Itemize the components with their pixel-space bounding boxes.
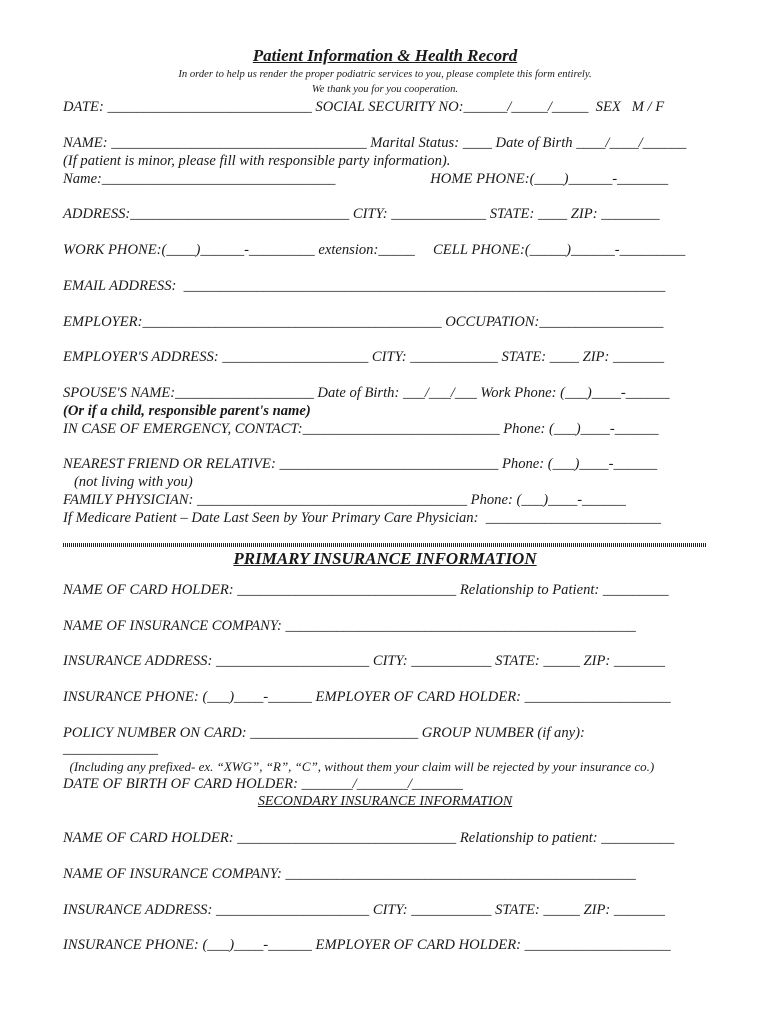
employer-address-field[interactable]: EMPLOYER'S ADDRESS: ____________________ CITY: ____________ STATE: ____ ZIP: _______ [63, 349, 665, 365]
primary-holder-dob-field[interactable]: DATE OF BIRTH OF CARD HOLDER: _______/_______/_______ [63, 776, 463, 792]
secondary-insurance-address-field[interactable]: INSURANCE ADDRESS: _____________________ CITY: ___________ STATE: _____ ZIP: _______ [63, 902, 665, 918]
minor-note: (If patient is minor, please fill with responsible party information). [63, 153, 451, 169]
spouse-field[interactable]: SPOUSE'S NAME:___________________ Date of Birth: ___/___/___ Work Phone: (___)____-______ [63, 385, 670, 401]
work-cell-phone-field[interactable]: WORK PHONE:(____)______-_________ extension:_____ CELL PHONE:(_____)______-_________ [63, 242, 686, 258]
family-physician-field[interactable]: FAMILY PHYSICIAN: _____________________________________ Phone: (___)____-______ [63, 492, 626, 508]
form-title: Patient Information & Health Record [252, 46, 518, 65]
spouse-note: (Or if a child, responsible parent's name) [63, 403, 311, 419]
primary-insurance-phone-field[interactable]: INSURANCE PHONE: (___)____-______ EMPLOYER OF CARD HOLDER: ____________________ [63, 689, 671, 705]
primary-insurance-company-field[interactable]: NAME OF INSURANCE COMPANY: ________________________________________________ [63, 618, 636, 634]
secondary-card-holder-field[interactable]: NAME OF CARD HOLDER: ______________________________ Relationship to patient: __________ [63, 830, 675, 846]
relative-note: (not living with you) [63, 474, 193, 490]
secondary-insurance-heading: SECONDARY INSURANCE INFORMATION [257, 794, 513, 809]
nearest-relative-field[interactable]: NEAREST FRIEND OR RELATIVE: ______________________________ Phone: (___)____-______ [63, 456, 658, 472]
section-divider [63, 543, 706, 547]
primary-insurance-address-field[interactable]: INSURANCE ADDRESS: _____________________ CITY: ___________ STATE: _____ ZIP: _______ [63, 653, 665, 669]
responsible-name-home-phone-field[interactable]: Name:________________________________ HOME PHONE:(____)______-_______ [63, 171, 669, 187]
secondary-insurance-company-field[interactable]: NAME OF INSURANCE COMPANY: ________________________________________________ [63, 866, 636, 882]
secondary-insurance-phone-field[interactable]: INSURANCE PHONE: (___)____-______ EMPLOYER OF CARD HOLDER: ____________________ [63, 937, 671, 953]
intro-thanks: We thank you for you cooperation. [311, 84, 459, 95]
name-marital-dob-field[interactable]: NAME: ___________________________________ Marital Status: ____ Date of Birth ____/____/______ [63, 135, 687, 151]
primary-policy-group-field[interactable]: POLICY NUMBER ON CARD: _______________________ GROUP NUMBER (if any): [63, 725, 585, 741]
employer-occupation-field[interactable]: EMPLOYER:_________________________________________ OCCUPATION:_________________ [63, 314, 664, 330]
medicare-last-seen-field[interactable]: If Medicare Patient – Date Last Seen by Your Primary Care Physician: ________________________ [63, 510, 661, 526]
primary-group-number-cont[interactable]: _____________ [63, 741, 158, 757]
primary-card-holder-field[interactable]: NAME OF CARD HOLDER: ______________________________ Relationship to Patient: _________ [63, 582, 669, 598]
emergency-contact-field[interactable]: IN CASE OF EMERGENCY, CONTACT:___________________________ Phone: (___)____-______ [63, 421, 659, 437]
date-ssn-sex-field[interactable]: DATE: ____________________________ SOCIAL SECURITY NO:______/_____/_____ SEX M / F [63, 99, 665, 115]
intro-text: In order to help us render the proper podiatric services to you, please complete this form entirely. [178, 69, 592, 80]
email-field[interactable]: EMAIL ADDRESS: __________________________________________________________________ [63, 278, 666, 294]
prefix-note: (Including any prefixed- ex. “XWG”, “R”, “C”, without them your claim will be rejected by your insurance co.) [63, 759, 655, 774]
primary-insurance-heading: PRIMARY INSURANCE INFORMATION [233, 549, 537, 568]
address-field[interactable]: ADDRESS:______________________________ CITY: _____________ STATE: ____ ZIP: ________ [63, 206, 660, 222]
